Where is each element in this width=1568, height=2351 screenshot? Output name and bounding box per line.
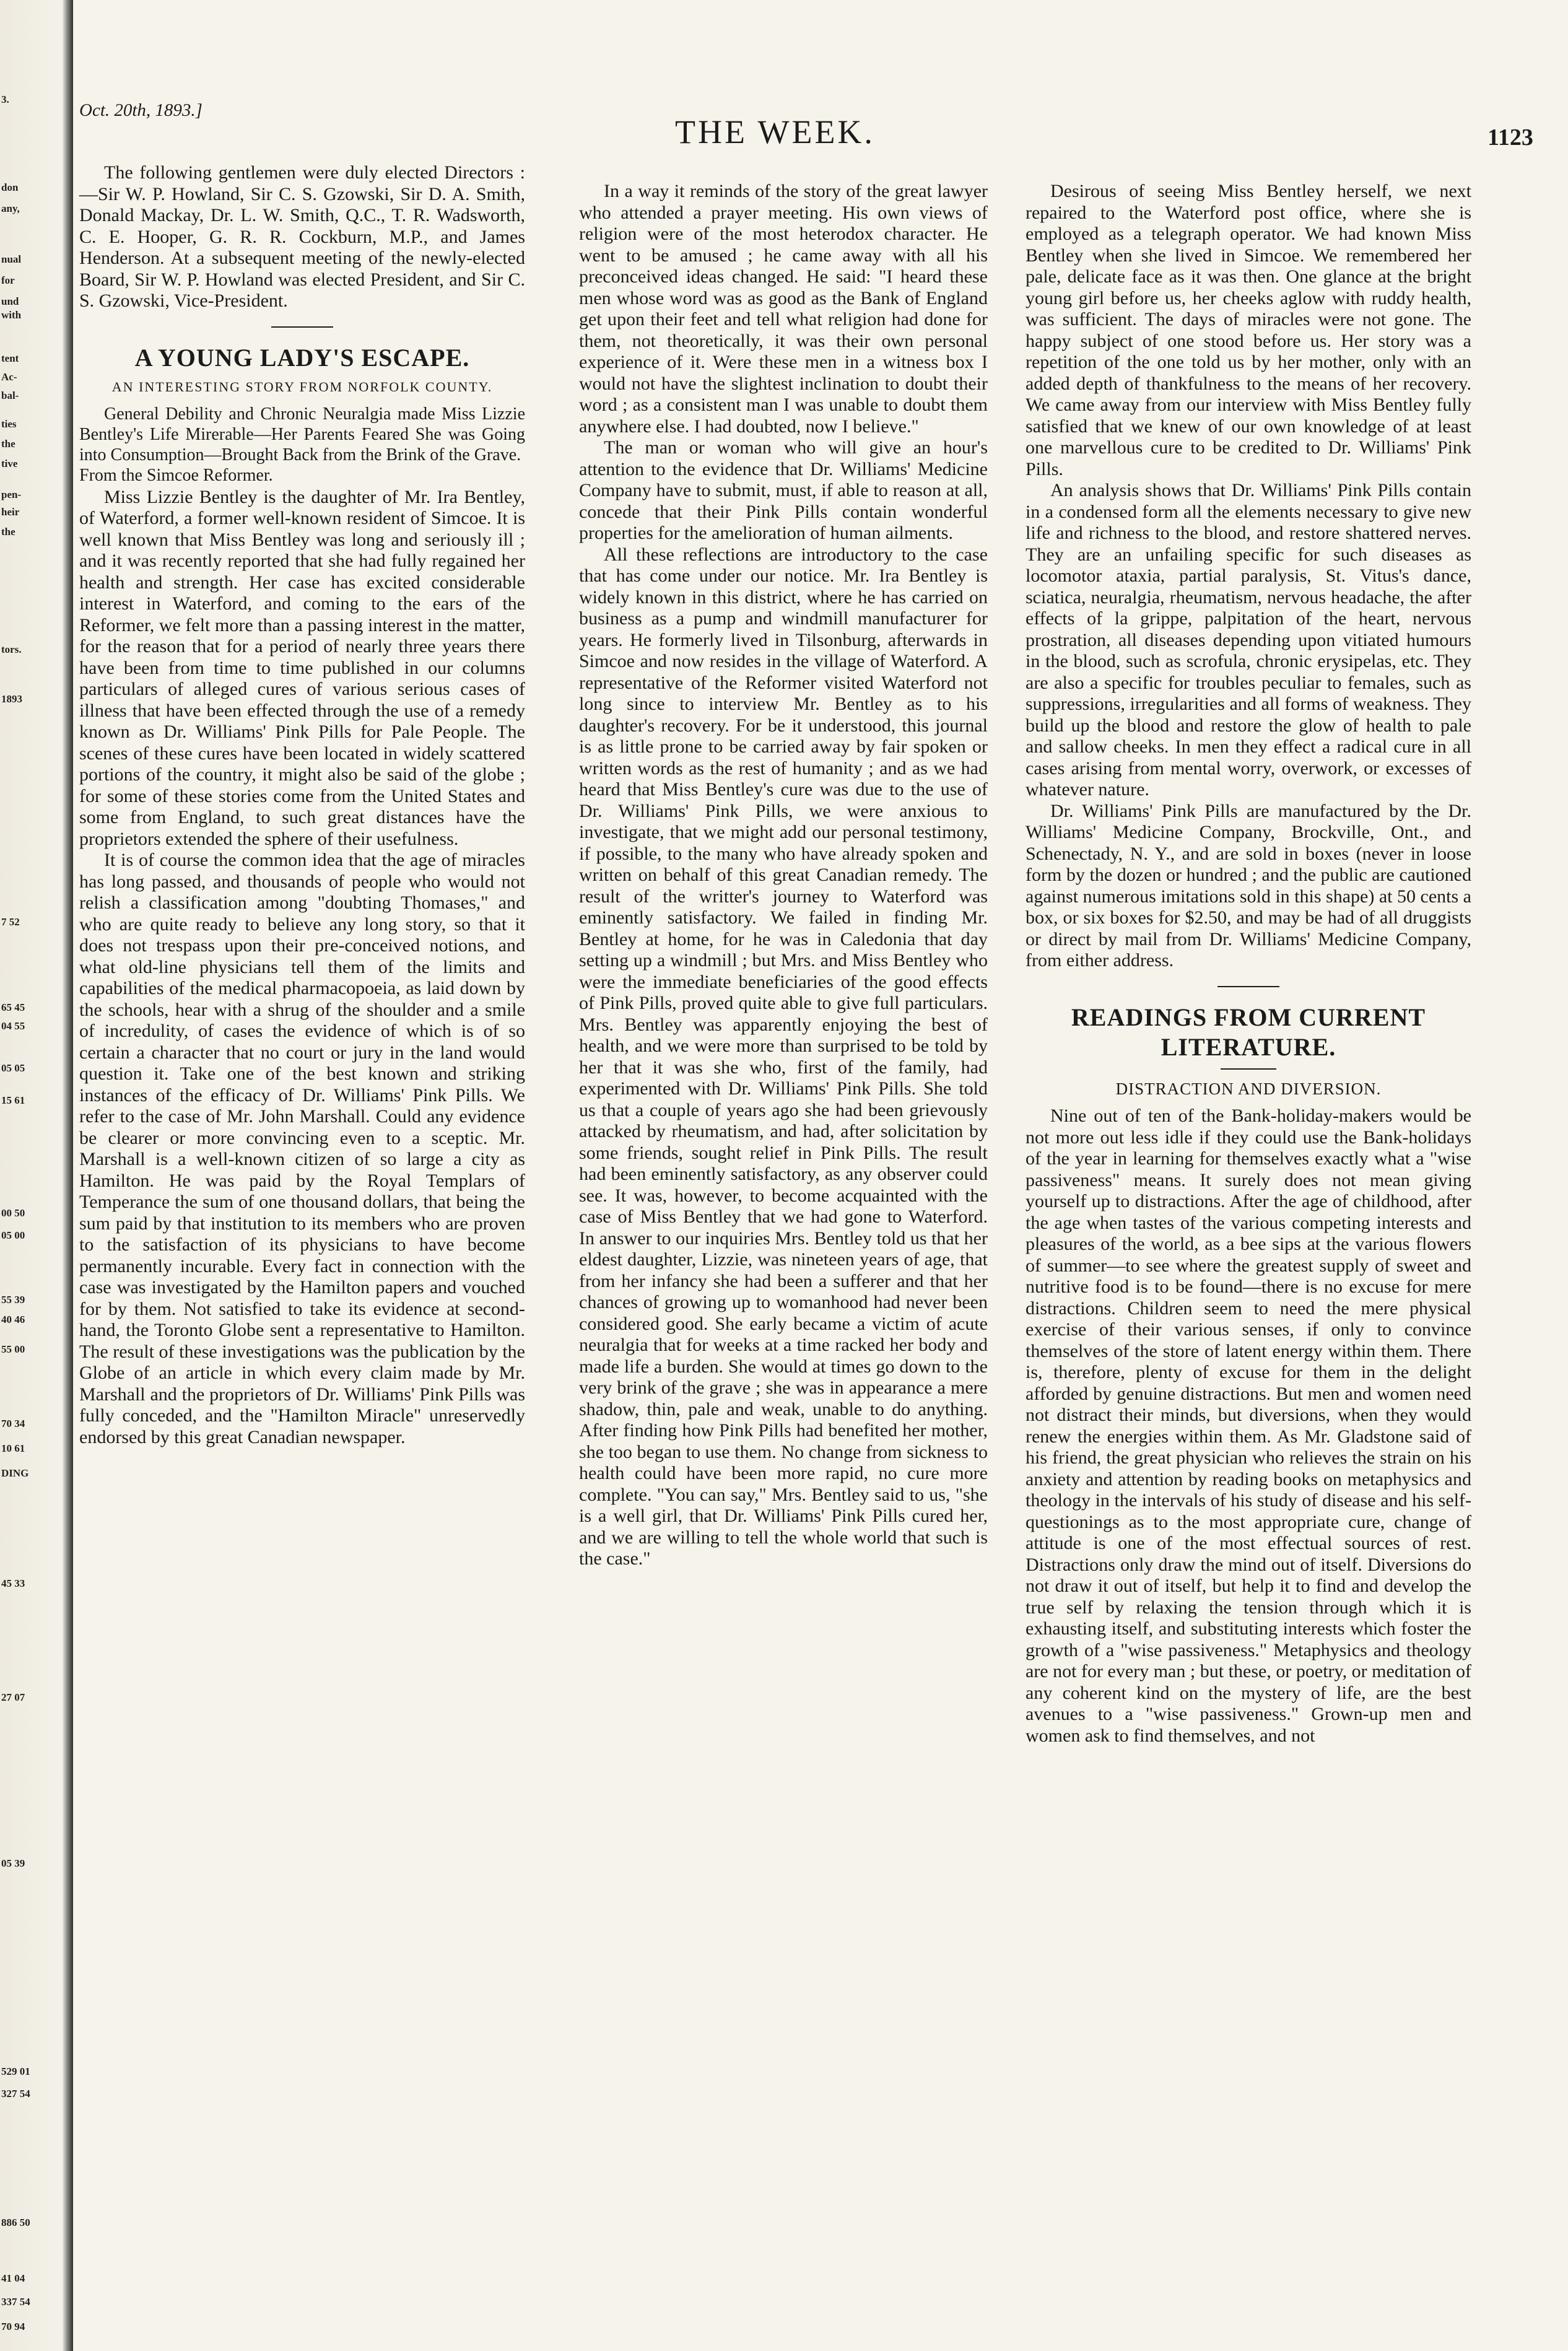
divider: [1221, 1068, 1276, 1070]
margin-fragment: und: [1, 295, 19, 307]
article-paragraph: Desirous of seeing Miss Bentley herself, we next repaired to the Waterford post office, where she is employed as a telegraph operator. We had known Miss Bentley when she lived in Simcoe. We remembered her pale, delicate face as it was then. One glance at the bright young girl before us, her cheeks aglow with ruddy health, was sufficient. The days of miracles were not gone. The happy subject of one stood before us. Her story was a repetition of the one told us by her mother, only with an added depth of thankfulness to the means of her recovery. We came away from our interview with Miss Bentley fully satisfied that we knew of our own knowledge of at least one marvellous cure to be credited to Dr. Williams' Pink Pills.: [1026, 181, 1471, 479]
article-paragraph: Dr. Williams' Pink Pills are manufactured by the Dr. Williams' Medicine Company, Brockville, Ont., and Schenectady, N. Y., and are sold in boxes (never in loose form by the dozen or hundred ; and the public are cautioned against numerous imitations sold in this shape) at 50 cents a box, or six boxes for $2.50, and may be had of all druggists or direct by mail from Dr. Williams' Medicine Company, from either address.: [1026, 800, 1471, 970]
board-election-paragraph: The following gentlemen were duly elected Directors :—Sir W. P. Howland, Sir C. S. Gzowski, Sir D. A. Smith, Donald Mackay, Dr. L. W. Smith, Q.C., T. R. Wadsworth, C. E. Hooper, G. R. R. Cockburn, M.P., and James Henderson. At a subsequent meeting of the newly-elected Board, Sir W. P. Howland was elected President, and Sir C. S. Gzowski, Vice-President.: [79, 162, 525, 311]
article-paragraph: Miss Lizzie Bentley is the daughter of Mr. Ira Bentley, of Waterford, a former well-known resident of Simcoe. It is well known that Miss Bentley was long and seriously ill ; and it was recently reported that she had fully regained her health and strength. Her case has excited considerable interest in Waterford, and coming to the ears of the Reformer, we felt more than a passing interest in the matter, for the reason that for a period of nearly three years there have been from time to time published in our columns particulars of alleged cures of various serious cases of illness that have been effected through the use of a remedy known as Dr. Williams' Pink Pills for Pale People. The scenes of these cures have been located in widely scattered portions of the country, it might also be said of the globe ; for some of these stories come from the United States and some from England, to such great distances have the proprietors extended the sphere of their usefulness.: [79, 486, 525, 849]
margin-fragment: heir: [1, 506, 20, 518]
margin-fragment: tive: [1, 458, 18, 469]
margin-fragment: 327 54: [1, 2088, 30, 2100]
margin-fragment: nual: [1, 253, 22, 265]
article-source: From the Simcoe Reformer.: [79, 466, 273, 485]
margin-fragment: pen-: [1, 489, 22, 500]
article-paragraph: The man or woman who will give an hour's attention to the evidence that Dr. Williams' Medicine Company have to submit, must, if able to reason at all, concede that their Pink Pills contain wonderful properties for the amelioration of human ailments.: [579, 437, 988, 543]
page-number: 1123: [1487, 124, 1533, 150]
margin-fragment: 05 39: [1, 1857, 25, 1869]
margin-fragment: DING: [1, 1467, 29, 1479]
margin-fragment: 04 55: [1, 1020, 25, 1032]
margin-fragment: 337 54: [1, 2296, 30, 2308]
margin-fragment: 00 50: [1, 1207, 25, 1219]
margin-fragment: 41 04: [1, 2272, 25, 2284]
margin-fragment: 27 07: [1, 1691, 25, 1703]
article-subheadline: AN INTERESTING STORY FROM NORFOLK COUNTY.: [111, 378, 493, 395]
margin-fragment: tors.: [1, 643, 22, 655]
margin-fragment: 55 00: [1, 1343, 25, 1355]
margin-fragment: with: [1, 309, 22, 321]
article-paragraph: All these reflections are introductory to the case that has come under our notice. Mr. Ira Bentley is widely known in this district, where he has carried on business as a pump and windmill manufacturer for years. He formerly lived in Tilsonburg, afterwards in Simcoe and now resides in the village of Waterford. A representative of the Reformer visited Waterford not long since to interview Mr. Bentley as to his daughter's recovery. For be it understood, this journal is as little prone to be carried away by fair spoken or written words as the rest of humanity ; and as we had heard that Miss Bentley's cure was due to the use of Dr. Williams' Pink Pills, we were anxious to investigate, that we might add our personal testimony, if possible, to the many who have already spoken and written on behalf of this great Canadian remedy. The result of the writter's journey to Waterford was eminently satisfactory. We failed in finding Mr. Bentley at home, for he was in Caledonia that day setting up a windmill ; but Mrs. and Miss Bentley who were the immediate beneficiaries of the good effects of Pink Pills, proved quite able to give full particulars. Mrs. Bentley was apparently enjoying the best of health, and we were more than surprised to be told by her that it was she who, first of the family, had experimented with Dr. Williams' Pink Pills. She told us that a couple of years ago she had been grievously attacked by rheumatism, and had, after solicitation by some friends, sought relief in Pink Pills. The result had been eminently satisfactory, as any observer could see. It was, however, to become acquainted with the case of Miss Bentley that we had gone to Waterford. In answer to our inquiries Mrs. Bentley told us that her eldest daughter, Lizzie, was nineteen years of age, that from her infancy she had been a sufferer and that her chances of growing up to womanhood had never been considered good. She early became a victim of acute neuralgia that for weeks at a time racked her body and made life a burden. She would at times go down to the very brink of the grave ; she was in appearance a mere shadow, thin, pale and weak, unable to do anything. After finding how Pink Pills had benefited her mother, she too began to use them. No change from sickness to health could have been more rapid, no cure more complete. "You can say," Mrs. Bentley said to us, "she is a well girl, that Dr. Williams' Pink Pills cured her, and we are willing to tell the whole world that such is the case.": [579, 544, 988, 1569]
column-left: [79, 162, 525, 1448]
article-paragraph: In a way it reminds of the story of the great lawyer who attended a prayer meeting. His own views of religion were of the most heterodox character. He went to be amused ; he came away with all his preconceived ideas changed. He said: "I heard these men whose word was as good as the Bank of England get upon their feet and tell what religion had done for them, not theoretically, it was their own personal experience of it. Were these men in a witness box I would not have the slightest inclination to doubt their word ; as a consistent man I was unable to doubt them anywhere else. I had doubted, now I believe.": [579, 181, 988, 437]
margin-fragment: 1893: [1, 693, 22, 705]
margin-fragment: don: [1, 181, 19, 193]
issue-date: Oct. 20th, 1893.]: [79, 100, 203, 120]
section-title: READINGS FROM CURRENT LITERATURE.: [1071, 1003, 1426, 1061]
margin-fragment: Ac-: [1, 371, 17, 383]
article-deck: General Debility and Chronic Neuralgia made Miss Lizzie Bentley's Life Mirerable—Her Parents Feared She was Going into Consumption—Brought Back from the Brink of the Grave.: [79, 404, 525, 465]
article-title: DISTRACTION AND DIVERSION.: [1115, 1079, 1382, 1098]
margin-fragment: bal-: [1, 390, 19, 401]
margin-fragment: 45 33: [1, 1577, 25, 1589]
margin-fragment: 3.: [1, 94, 9, 105]
margin-fragment: 7 52: [1, 916, 20, 928]
margin-fragment: any,: [1, 203, 20, 214]
margin-fragment: 05 00: [1, 1229, 25, 1241]
margin-fragment: 55 39: [1, 1294, 25, 1306]
margin-fragment: 15 61: [1, 1094, 25, 1106]
margin-fragment: for: [1, 274, 15, 286]
ornamental-rule: [1217, 983, 1279, 990]
article-paragraph: An analysis shows that Dr. Williams' Pink Pills contain in a condensed form all the elements necessary to give new life and richness to the blood, and restore shattered nerves. They are an unfailing specific for such diseases as locomotor ataxia, partial paralysis, St. Vitus's dance, sciatica, neuralgia, rheumatism, nervous headache, the after effects of la grippe, palpitation of the heart, nervous prostration, all diseases depending upon vitiated humours in the blood, such as scrofula, chronic erysipelas, etc. They are also a specific for troubles peculiar to females, such as suppressions, irregularities and all forms of weakness. They build up the blood and restore the glow of health to pale and sallow cheeks. In men they effect a radical cure in all cases arising from mental worry, overwork, or excesses of whatever nature.: [1026, 480, 1471, 800]
margin-fragment: 05 05: [1, 1062, 25, 1074]
margin-fragment: 886 50: [1, 2217, 30, 2228]
article-headline: A YOUNG LADY'S ESCAPE.: [134, 343, 470, 372]
margin-fragment: the: [1, 438, 15, 450]
margin-fragment: 65 45: [1, 1001, 25, 1013]
article-paragraph: Nine out of ten of the Bank-holiday-makers would be not more out less idle if they could use the Bank-holidays of the year in learning for themselves exactly what a "wise passiveness" means. It surely does not mean giving yourself up to distractions. After the age of childhood, after the age when tastes of the various competing interests and pleasures of the world, as a bee sips at the various flowers of summer—to see where the greatest supply of sweet and nutritive food is to be found—there is no excuse for mere distractions. Children seem to need the mere physical exercise of their various senses, if only to convince themselves of the store of latent energy within them. There is, therefore, plenty of excuse for them in the delight afforded by genuine distractions. But men and women need not distract their minds, but diversions, when they would renew the energies within them. As Mr. Gladstone said of his friend, the great physician who relieves the strain on his anxiety and attention by reading books on metaphysics and theology in the intervals of his study of disease and his self-questionings as to the most appropriate cure, change of attitude is one of the most effectual sources of rest. Distractions only draw the mind out of itself. Diversions do not draw it out of itself, but help it to find and develop the true self by relaxing the tension through which it is exhausting itself, and substituting interests which foster the growth of a "wise passiveness." Metaphysics and theology are not for every man ; but these, or poetry, or meditation of any coherent kind on the mystery of life, are the best avenues to a "wise passiveness." Grown-up men and women ask to find themselves, and not: [1026, 1106, 1471, 1746]
ornamental-rule: [271, 323, 333, 331]
margin-fragment: 10 61: [1, 1442, 25, 1454]
publication-title: THE WEEK.: [675, 113, 875, 150]
margin-fragment: tent: [1, 352, 19, 364]
margin-fragment: 529 01: [1, 2065, 30, 2077]
adjacent-page-edge: [0, 0, 73, 2351]
margin-fragment: ties: [1, 418, 17, 430]
column-right: [1026, 181, 1471, 1747]
margin-fragment: 40 46: [1, 1314, 25, 1325]
article-paragraph: It is of course the common idea that the age of miracles has long passed, and thousands of people who would not relish a classification among "doubting Thomases," and who are quite ready to believe any long story, so that it does not trespass upon their pre-conceived notions, and what old-line physicians tell them of the limits and capabilities of the medical pharmacopoeia, as laid down by the schools, hear with a shrug of the shoulder and a smile of incredulity, of cases the evidence of which is of so certain a character that no court or jury in the land would question it. Take one of the best known and striking instances of the efficacy of Dr. Williams' Pink Pills. We refer to the case of Mr. John Marshall. Could any evidence be clearer or more convincing even to a sceptic. Mr. Marshall is a well-known citizen of so large a city as Hamilton. He was paid by the Royal Templars of Temperance the sum of one thousand dollars, that being the sum paid by that institution to its members who are proven to the satisfaction of its physicians to have become permanently incurable. Every fact in connection with the case was investigated by the Hamilton papers and vouched for by them. Not satisfied to take its evidence at second-hand, the Toronto Globe sent a representative to Hamilton. The result of these investigations was the publication by the Globe of an article in which every claim made by Mr. Marshall and the proprietors of Dr. Williams' Pink Pills was fully conceded, and the "Hamilton Miracle" unreservedly endorsed by this great Canadian newspaper.: [79, 850, 525, 1447]
margin-fragment: the: [1, 526, 15, 538]
margin-fragment: 70 34: [1, 1418, 25, 1429]
column-middle: [579, 181, 988, 1570]
margin-fragment: 70 94: [1, 2321, 25, 2332]
